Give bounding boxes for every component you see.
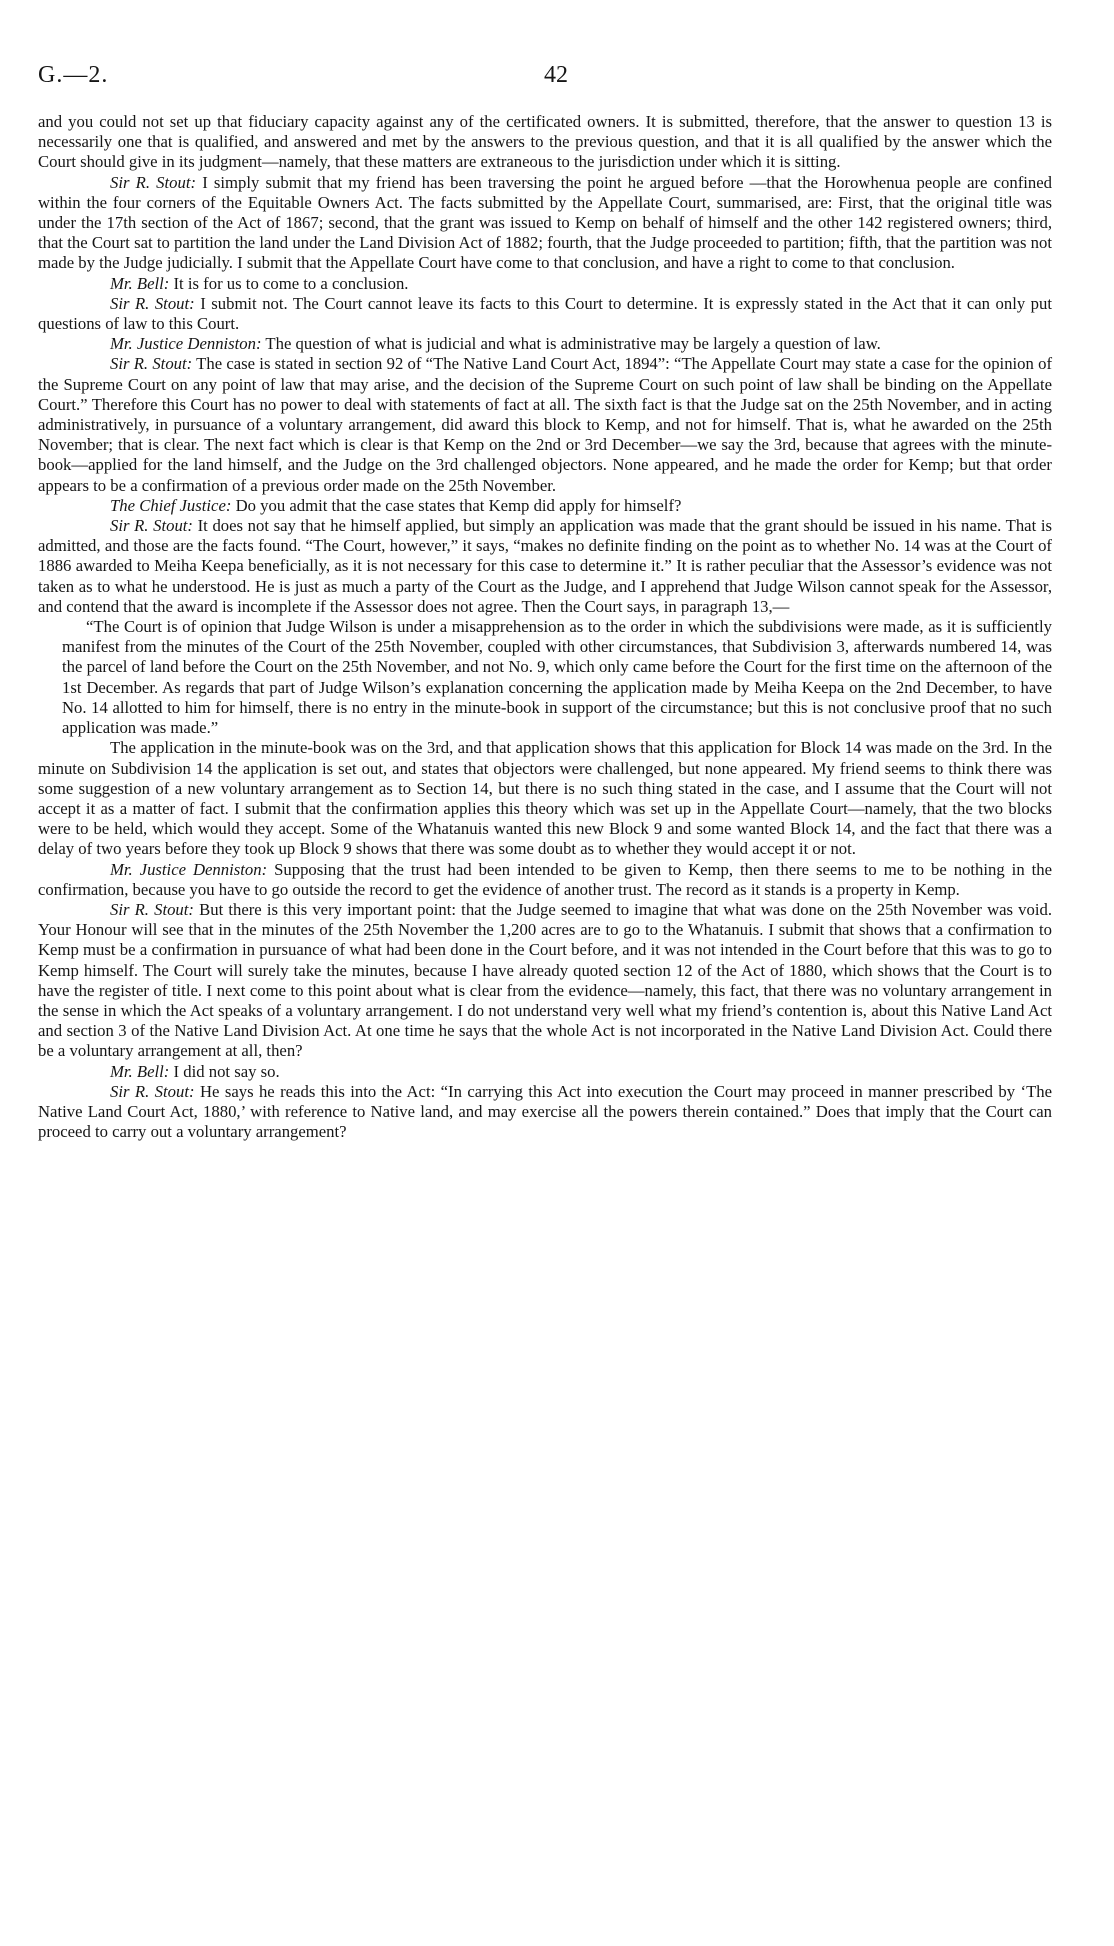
speaker-name: Mr. Justice Denniston: (110, 334, 262, 354)
paragraph (38, 274, 1052, 294)
paragraph (38, 294, 1052, 334)
document-reference: G.—2. (38, 62, 109, 88)
speaker-name: Sir R. Stout: (110, 899, 194, 919)
paragraph-text: I simply submit that my friend has been traversing the point he argued before —that the Horowhenua people are confined within the four corners of the Equitable Owners Act. The facts submitted by the Appellate Court, summarised, are: First, that the original title was under the 17th section of the Act of 1867; second, that the grant was issued to Kemp on behalf of himself and the other 142 registered owners; third, that the Court sat to partition the land under the Land Division Act of 1882; fourth, that the Judge proceeded to partition; fifth, that the partition was not made by the Judge judicially. I submit that the Appellate Court have come to that conclusion, and have a right to come to that conclusion. (38, 172, 1053, 273)
paragraph (38, 496, 1052, 516)
paragraph (38, 516, 1052, 617)
paragraph-text: But there is this very important point: that the Judge seemed to imagine that what was done on the 25th November was void. Your Honour will see that in the minutes of the 25th November the 1,200 acres are to go to the Whatanuis. I submit that shows that a confirmation to Kemp must be a confirmation in pursuance of what had been done in the Court before, and it was not intended in the Court before that this was to go to Kemp himself. The Court will surely take the minutes, because I have already quoted section 12 of the Act of 1880, which shows that the Court is to have the register of title. I next come to this point about what is clear from the evidence—namely, this fact, that there was no voluntary arrangement in the sense in which the Act speaks of a voluntary arrangement. I do not understand very well what my friend’s contention is, about this Native Land Act and section 3 of the Native Land Division Act. At one time he says that the whole Act is not incorporated in the Native Land Division Act. Could there be a voluntary arrangement at all, then? (38, 899, 1053, 1061)
page-number: 42 (544, 62, 568, 88)
paragraph-text: The question of what is judicial and what is administrative may be largely a question of law. (265, 334, 881, 354)
speaker-name: Mr. Bell: (110, 1061, 170, 1081)
paragraph (38, 1062, 1052, 1082)
paragraph (38, 334, 1052, 354)
speaker-name: The Chief Justice: (110, 495, 232, 515)
speaker-name: Mr. Justice Denniston: (110, 859, 268, 879)
paragraph-text: I did not say so. (173, 1061, 280, 1081)
paragraph-text: I submit not. The Court cannot leave its facts to this Court to determine. It is expressly stated in the Act that it can only put questions of law to this Court. (38, 293, 1052, 334)
paragraph (38, 738, 1052, 859)
speaker-name: Sir R. Stout: (110, 172, 197, 192)
paragraph (38, 112, 1052, 173)
paragraph (62, 617, 1052, 738)
paragraph-text: It is for us to come to a conclusion. (173, 273, 409, 293)
paragraph-text: Do you admit that the case states that Kemp did apply for himself? (235, 495, 682, 515)
paragraph (38, 354, 1052, 495)
speaker-name: Sir R. Stout: (110, 293, 195, 313)
speaker-name: Sir R. Stout: (110, 516, 193, 536)
speaker-name: Sir R. Stout: (110, 1081, 195, 1101)
paragraph-text: Supposing that the trust had been intended to be given to Kemp, then there seems to me to be nothing in the confirmation, because you have to go outside the record to get the evidence of another trust. The record as it stands is a property in Kemp. (38, 859, 1053, 899)
paragraph-text: It does not say that he himself applied, but simply an application was made that the grant should be issued in his name. That is admitted, and those are the facts found. “The Court, however,” it says, “makes no definite finding on the point as to whether No. 14 was at the Court of 1886 awarded to Meiha Keepa beneficially, as it is not necessary for this case to determine it.” It is rather peculiar that the Assessor’s evidence was not taken as to what he understood. He is just as much a party of the Court as the Judge, and I apprehend that Judge Wilson cannot speak for the Assessor, and contend that the award is incomplete if the Assessor does not agree. Then the Court says, in paragraph 13,— (38, 516, 1052, 616)
paragraph (38, 860, 1052, 900)
page-header (38, 62, 1074, 92)
paragraph (38, 1082, 1052, 1143)
paragraph (38, 900, 1052, 1062)
paragraph-text: and you could not set up that fiduciary capacity against any of the certificated owners. It is submitted, therefore, that the answer to question 13 is necessarily one that is qualified, and answered and met by the answers to the previous question, and that it is all qualified by the answer which the Court should give in its judgment—namely, that these matters are extraneous to the jurisdiction under which it is sitting. (38, 112, 1052, 172)
paragraph-text: The case is stated in section 92 of “The Native Land Court Act, 1894”: “The Appellate Court may state a case for the opinion of the Supreme Court on any point of law that may arise, and the decision of the Supreme Court on such point of law shall be binding on the Appellate Court.” Therefore this Court has no power to deal with statements of fact at all. The sixth fact is that the Judge sat on the 25th November, and in acting administratively, in pursuance of a voluntary arrangement, did award this block to Kemp, and not for himself. That is, what he awarded on the 25th November; that is clear. The next fact which is clear is that Kemp on the 2nd or 3rd December—we say the 3rd, because that agrees with the minute-book—applied for the land himself, and the Judge on the 3rd challenged objectors. None appeared, and he made the order for Kemp; but that order appears to be a confirmation of a previous order made on the 25th November. (38, 354, 1053, 495)
paragraph-text: He says he reads this into the Act: “In carrying this Act into execution the Court may proceed in manner prescribed by ‘The Native Land Court Act, 1880,’ with reference to Native land, and may exercise all the powers therein contained.” Does that imply that the Court can proceed to carry out a voluntary arrangement? (38, 1081, 1053, 1142)
document-body (38, 112, 1052, 1142)
speaker-name: Mr. Bell: (110, 273, 170, 293)
paragraph (38, 173, 1052, 274)
speaker-name: Sir R. Stout: (110, 354, 193, 374)
paragraph-text: The application in the minute-book was on the 3rd, and that application shows that this application for Block 14 was made on the 3rd. In the minute on Subdivision 14 the application is set out, and states that objectors were challenged, but none appeared. My friend seems to think there was some suggestion of a new voluntary arrangement as to Section 14, but there is no such thing stated in the case, and I assume that the Court will not accept it as a matter of fact. I submit that the confirmation applies this theory which was set up in the Appellate Court—namely, that the two blocks were to be held, which would they accept. Some of the Whatanuis wanted this new Block 9 and some wanted Block 14, and the fact that there was a delay of two years before they took up Block 9 shows that there was some doubt as to whether they would accept it or not. (38, 738, 1052, 859)
paragraph-text: “The Court is of opinion that Judge Wilson is under a misapprehension as to the order in which the subdivisions were made, as it is sufficiently manifest from the minutes of the Court of the 25th November, coupled with other circumstances, that Subdivision 3, afterwards numbered 14, was the parcel of land before the Court on the 25th November, and not No. 9, which only came before the Court for the first time on the afternoon of the 1st December. As regards that part of Judge Wilson’s explanation concerning the application made by Meiha Keepa on the 2nd December, to have No. 14 allotted to him for himself, there is no entry in the minute-book in support of the circumstance; but this is not conclusive proof that no such application was made.” (62, 617, 1052, 738)
